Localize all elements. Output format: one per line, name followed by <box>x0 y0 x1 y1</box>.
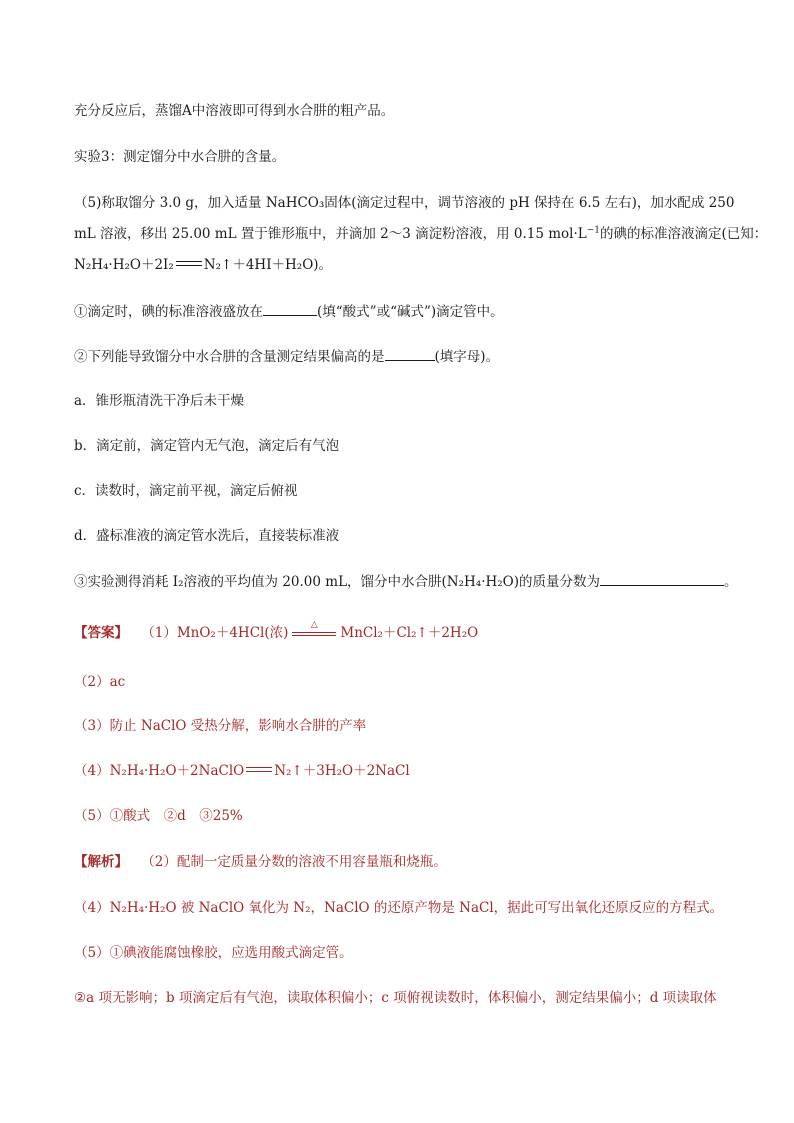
analysis-2-text: （2）配制一定质量分数的溶液不用容量瓶和烧瓶。 <box>148 854 447 870</box>
sub-question-3 <box>74 571 738 592</box>
answer-1 <box>74 620 479 643</box>
answer-4 <box>74 761 410 781</box>
unit-exponent: −1 <box>586 225 601 236</box>
equals-sign <box>176 255 202 269</box>
sub-question-2 <box>74 346 499 367</box>
answer-2: （2）ac <box>74 674 126 690</box>
answer-blank-3[interactable] <box>600 571 724 586</box>
answer-3: （3）防止 NaClO 受热分解，影响水合肼的产率 <box>74 718 367 734</box>
experiment-3-heading: 实验3：测定馏分中水合肼的含量。 <box>74 149 286 165</box>
sub-question-3-text: ③实验测得消耗 I₂溶液的平均值为 20.00 mL，馏分中水合肼(N₂H₄·H₂O)的质量分数为 <box>74 574 601 590</box>
answer-4-reactants: （4）N₂H₄·H₂O＋2NaClO <box>74 763 245 779</box>
heating-condition-sign <box>292 620 336 637</box>
intro-text: 充分反应后，蒸馏A中溶液即可得到水合肼的粗产品。 <box>74 103 395 119</box>
option-d: d．盛标准液的滴定管水洗后，直接装标准液 <box>74 528 340 544</box>
question-5-equation <box>74 255 332 275</box>
answer-tag: 【答案】 <box>74 625 128 641</box>
answer-blank-2[interactable] <box>385 346 435 361</box>
question-5-line-2-tail: 的碘的标准溶液滴定(已知： <box>600 226 768 242</box>
answer-blank-1[interactable] <box>263 301 317 316</box>
sub-question-1 <box>74 301 504 322</box>
analysis-2 <box>74 852 447 872</box>
answer-1-products: MnCl₂＋Cl₂↑＋2H₂O <box>340 625 479 641</box>
option-a: a．锥形瓶清洗干净后未干燥 <box>74 393 245 409</box>
analysis-tag: 【解析】 <box>74 854 128 870</box>
answer-1-reactants: （1）MnO₂＋4HCl(浓) <box>148 625 289 641</box>
analysis-5-detail: ②a 项无影响；b 项滴定后有气泡，读取体积偏小；c 项俯视读数时，体积偏小，测定结果偏小；d 项读取体 <box>74 990 717 1006</box>
equation-products: N₂↑＋4HI＋H₂O)。 <box>203 257 333 273</box>
sub-question-2-tail: (填字母)。 <box>434 349 500 365</box>
analysis-5: （5）①碘液能腐蚀橡胶，应选用酸式滴定管。 <box>74 945 353 961</box>
answer-4-products: N₂↑＋3H₂O＋2NaCl <box>274 763 410 779</box>
sub-question-1-text: ①滴定时，碘的标准溶液盛放在 <box>74 304 263 320</box>
equation-reactants: N₂H₄·H₂O＋2I₂ <box>74 257 174 273</box>
option-b: b．滴定前，滴定管内无气泡，滴定后有气泡 <box>74 438 340 454</box>
sub-question-1-tail: (填“酸式”或“碱式”)滴定管中。 <box>317 304 504 320</box>
question-5-line-2-text: mL 溶液，移出 25.00 mL 置于锥形瓶中，并滴加 2～3 滴淀粉溶液，用 0.15 mol·L <box>74 226 587 242</box>
sub-question-3-tail: 。 <box>724 574 738 590</box>
equals-sign <box>246 761 272 775</box>
analysis-4: （4）N₂H₄·H₂O 被 NaClO 氧化为 N₂，NaClO 的还原产物是 NaCl，据此可写出氧化还原反应的方程式。 <box>74 900 724 916</box>
answer-5: （5）①酸式 ②d ③25% <box>74 808 243 824</box>
heat-symbol: △ <box>310 620 318 630</box>
sub-question-2-text: ②下列能导致馏分中水合肼的含量测定结果偏高的是 <box>74 349 385 365</box>
question-5-line-2 <box>74 224 767 244</box>
question-5-line-1: （5)称取馏分 3.0 g，加入适量 NaHCO₃固体(滴定过程中，调节溶液的 pH 保持在 6.5 左右)，加水配成 250 <box>74 195 735 211</box>
option-c: c．读数时，滴定前平视，滴定后俯视 <box>74 483 298 499</box>
